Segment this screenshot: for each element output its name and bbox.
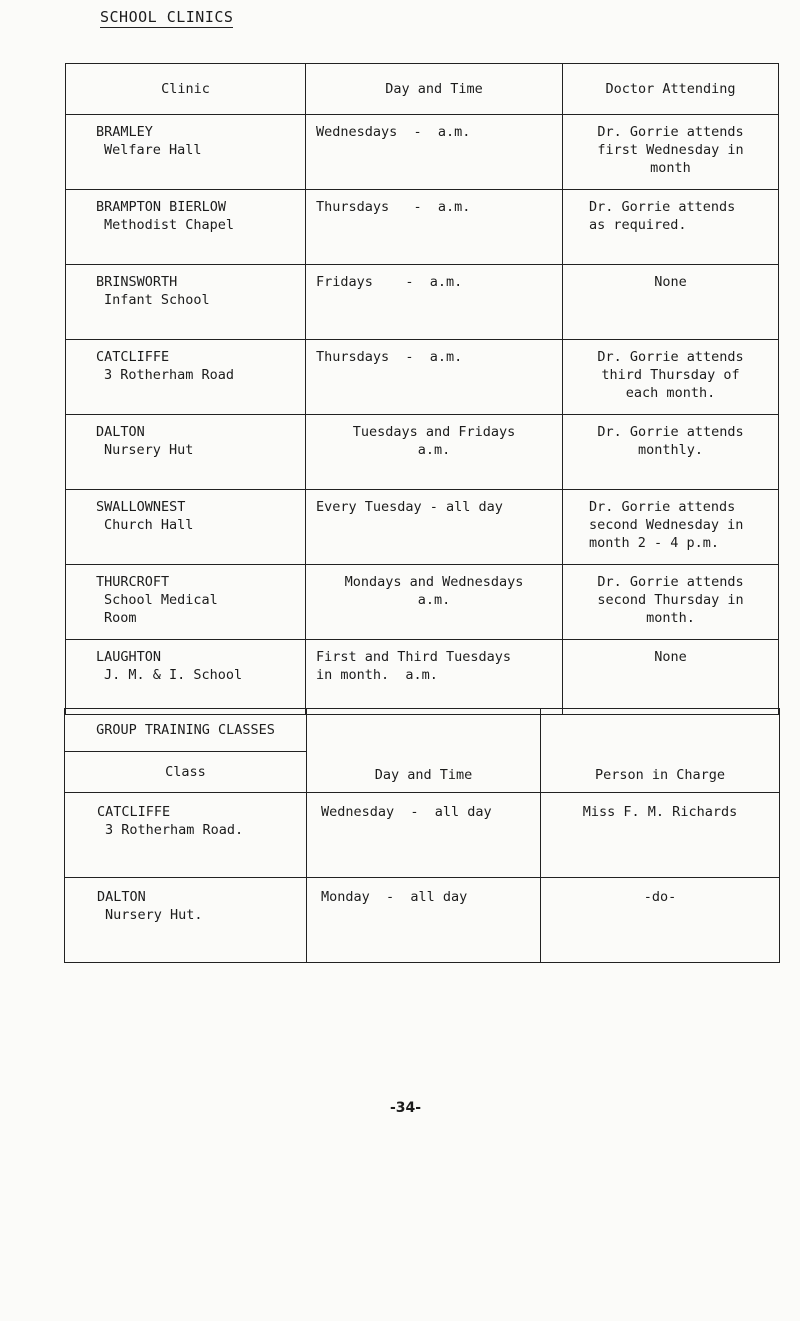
header-person-in-charge: Person in Charge <box>541 709 780 793</box>
clinic-name: BRINSWORTH <box>96 274 178 290</box>
clinic-name: LAUGHTON <box>96 649 162 665</box>
school-clinics-table <box>65 63 779 715</box>
table-row <box>65 878 780 963</box>
person-cell <box>541 793 780 878</box>
page-number: -34- <box>390 1100 422 1116</box>
doctor-cell <box>563 265 779 340</box>
person-in-charge: -do- <box>643 889 677 905</box>
doctor-cell <box>563 115 779 190</box>
page-title: SCHOOL CLINICS <box>100 8 234 26</box>
day-time-cell <box>306 415 563 490</box>
day-time-line: Wednesdays - a.m. <box>316 124 471 140</box>
clinic-place: 3 Rotherham Road <box>104 367 235 383</box>
table-row <box>66 190 779 265</box>
day-time-line: Fridays - a.m. <box>316 274 463 290</box>
day-time-line: Mondays and Wednesdays <box>344 574 524 590</box>
clinic-cell <box>66 415 306 490</box>
doctor-cell <box>563 565 779 640</box>
header-class: Class <box>65 752 307 793</box>
class-place: Nursery Hut. <box>105 907 203 923</box>
doctor-line: first Wednesday in <box>597 142 744 158</box>
doctor-line: each month. <box>625 385 716 401</box>
clinic-cell <box>66 115 306 190</box>
header-clinic: Clinic <box>66 64 306 115</box>
class-cell <box>65 878 307 963</box>
doctor-cell <box>563 340 779 415</box>
table-row <box>66 565 779 640</box>
header-day-time: Day and Time <box>307 709 541 793</box>
clinic-cell <box>66 490 306 565</box>
doctor-line: Dr. Gorrie attends <box>597 349 744 365</box>
day-time-cell <box>307 878 541 963</box>
day-time-line: Thursdays - a.m. <box>316 349 463 365</box>
day-time-cell <box>306 640 563 715</box>
clinic-place: Room <box>104 610 137 626</box>
class-cell <box>65 793 307 878</box>
doctor-line: Dr. Gorrie attends <box>597 124 744 140</box>
clinic-place: Welfare Hall <box>104 142 202 158</box>
doctor-line: Dr. Gorrie attends <box>597 574 744 590</box>
clinic-place: Methodist Chapel <box>104 217 235 233</box>
doctor-line: None <box>654 649 687 665</box>
day-time-cell <box>307 793 541 878</box>
header-doctor: Doctor Attending <box>563 64 779 115</box>
table-row <box>66 340 779 415</box>
table-row <box>66 490 779 565</box>
clinic-name: BRAMPTON BIERLOW <box>96 199 227 215</box>
group-training-table <box>64 708 780 963</box>
day-time-line: a.m. <box>417 442 451 458</box>
table-row <box>66 640 779 715</box>
doctor-cell <box>563 640 779 715</box>
clinic-cell <box>66 190 306 265</box>
doctor-line: None <box>654 274 687 290</box>
header-group-training: GROUP TRAINING CLASSES <box>65 709 307 752</box>
day-time-line: in month. a.m. <box>316 667 438 683</box>
clinic-cell <box>66 340 306 415</box>
day-time-line: Thursdays - a.m. <box>316 199 471 215</box>
day-time-line: Every Tuesday - all day <box>316 499 503 515</box>
day-time-cell <box>306 190 563 265</box>
day-time-cell <box>306 490 563 565</box>
doctor-line: third Thursday of <box>601 367 740 383</box>
day-time-line: a.m. <box>417 592 451 608</box>
day-time-line: First and Third Tuesdays <box>316 649 512 665</box>
doctor-line: month. <box>646 610 695 626</box>
clinic-name: CATCLIFFE <box>96 349 170 365</box>
day-time-cell <box>306 565 563 640</box>
clinic-name: DALTON <box>96 424 145 440</box>
day-time-line: Wednesday - all day <box>321 804 492 820</box>
doctor-line: monthly. <box>637 442 704 458</box>
person-cell <box>541 878 780 963</box>
class-name: CATCLIFFE <box>97 804 171 820</box>
day-time-cell <box>306 265 563 340</box>
table-row <box>66 115 779 190</box>
table-row <box>66 415 779 490</box>
doctor-line: month <box>650 160 691 176</box>
clinic-place: School Medical <box>104 592 218 608</box>
header-day-time: Day and Time <box>306 64 563 115</box>
clinic-name: THURCROFT <box>96 574 170 590</box>
person-in-charge: Miss F. M. Richards <box>582 804 738 820</box>
clinic-cell <box>66 640 306 715</box>
doctor-line: month 2 - 4 p.m. <box>589 535 720 551</box>
doctor-line: second Wednesday in <box>589 517 744 533</box>
clinic-place: Nursery Hut <box>104 442 194 458</box>
clinic-place: Church Hall <box>104 517 194 533</box>
doctor-line: second Thursday in <box>597 592 744 608</box>
doctor-line: Dr. Gorrie attends <box>589 499 736 515</box>
class-name: DALTON <box>97 889 146 905</box>
doctor-line: as required. <box>589 217 687 233</box>
day-time-cell <box>306 340 563 415</box>
doctor-line: Dr. Gorrie attends <box>597 424 744 440</box>
table-row <box>65 793 780 878</box>
day-time-cell <box>306 115 563 190</box>
clinic-name: SWALLOWNEST <box>96 499 186 515</box>
doctor-cell <box>563 190 779 265</box>
clinic-place: J. M. & I. School <box>104 667 243 683</box>
table-header-row <box>66 64 779 115</box>
clinic-place: Infant School <box>104 292 210 308</box>
class-place: 3 Rotherham Road. <box>105 822 244 838</box>
clinic-cell <box>66 565 306 640</box>
clinic-cell <box>66 265 306 340</box>
day-time-line: Monday - all day <box>321 889 468 905</box>
day-time-line: Tuesdays and Fridays <box>352 424 516 440</box>
table-row <box>66 265 779 340</box>
doctor-line: Dr. Gorrie attends <box>589 199 736 215</box>
clinic-name: BRAMLEY <box>96 124 153 140</box>
doctor-cell <box>563 490 779 565</box>
doctor-cell <box>563 415 779 490</box>
